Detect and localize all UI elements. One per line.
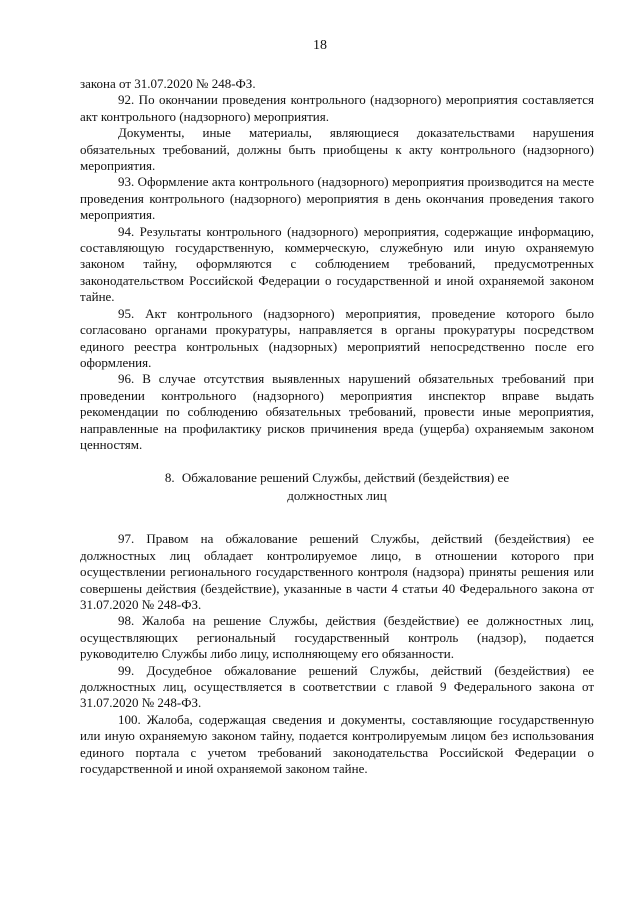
section-heading: [80, 469, 594, 505]
paragraph-96: 96. В случае отсутствия выявленных нарушений обязательных требований при проведении контрольного (надзорного) мероприятия инспектор вправе выдать рекомендации по соблюдению обязательных требований, провести иные мероприятия, направленные на профилактику рисков причинения вреда (ущерба) охраняемым законом ценностям.: [80, 371, 594, 452]
page-number: 18: [313, 38, 327, 53]
paragraph-98: 98. Жалоба на решение Службы, действия (бездействие) ее должностных лиц, осуществляющих региональный государственный контроль (надзор), подается руководителю Службы либо лицу, исполняющему его обязанности.: [80, 613, 594, 662]
section-title-line-2: должностных лиц: [287, 488, 387, 504]
paragraph-99: 99. Досудебное обжалование решений Службы, действий (бездействия) ее должностных лиц, осуществляется в соответствии с главой 9 Федерального закона от 31.07.2020 № 248-ФЗ.: [80, 662, 594, 711]
paragraph-95: 95. Акт контрольного (надзорного) мероприятия, проведение которого было согласовано органами прокуратуры, направляется в органы прокуратуры посредством единого реестра контрольных (надзорных) мероприятий непосредственно после его оформления.: [80, 305, 594, 370]
paragraph-94: 94. Результаты контрольного (надзорного) мероприятия, содержащие информацию, составляющую государственную, коммерческую, служебную или иную охраняемую законом тайну, оформляются с соблюдением требований, предусмотренных законодательством Российской Федерации о государственной и иной охраняемой законом тайне.: [80, 223, 594, 305]
paragraph-100: 100. Жалоба, содержащая сведения и документы, составляющие государственную или иную охраняемую законом тайну, подается контролируемым лицом без использования единого портала с учетом требований законодательства Российской Федерации о государственной и иной охраняемой законом тайне.: [80, 711, 594, 777]
section-number: 8.: [164, 470, 175, 486]
section-heading-line-1: [80, 469, 594, 487]
document-body: [80, 76, 594, 777]
paragraph-97: 97. Правом на обжалование решений Службы, действий (бездействия) ее должностных лиц обладает контролируемое лицо, в отношении которого при осуществлении регионального государственного контроля (надзора) приняты решения или совершены действия (бездействие), указанные в части 4 статьи 40 Федерального закона от 31.07.2020 № 248-ФЗ.: [80, 531, 594, 612]
paragraph-92: 92. По окончании проведения контрольного (надзорного) мероприятия составляется акт контрольного (надзорного) мероприятия.: [80, 92, 594, 124]
paragraph-92-documents: Документы, иные материалы, являющиеся доказательствами нарушения обязательных требований, должны быть приобщены к акту контрольного (надзорного) мероприятия.: [80, 125, 594, 174]
section-title-line-1: Обжалование решений Службы, действий (бездействия) ее: [181, 470, 510, 486]
paragraph-93: 93. Оформление акта контрольного (надзорного) мероприятия производится на месте проведения контрольного (надзорного) мероприятия в день окончания проведения такого мероприятия.: [80, 174, 594, 223]
paragraph-continuation: закона от 31.07.2020 № 248-ФЗ.: [80, 76, 256, 91]
